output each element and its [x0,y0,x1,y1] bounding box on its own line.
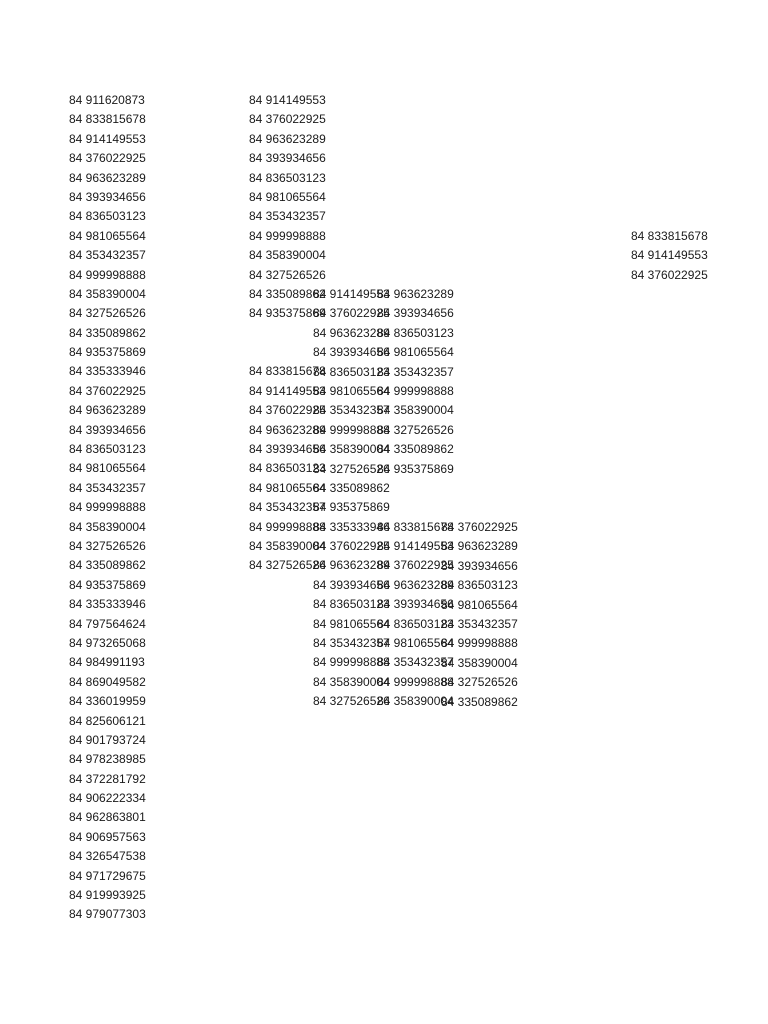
cell[interactable]: 84 935375869 [69,345,146,360]
cell[interactable]: 84 358390004 [69,286,146,301]
cell[interactable]: 84 353432357 [249,209,326,224]
cell[interactable]: 84 914149553 [377,539,454,554]
cell[interactable]: 84 999998888 [313,422,390,437]
cell[interactable]: 84 981065564 [441,597,518,612]
cell[interactable]: 84 914149553 [249,383,326,398]
cell[interactable]: 84 935375869 [377,461,454,476]
cell[interactable]: 84 973265068 [69,635,146,650]
cell[interactable]: 84 911620873 [69,93,145,107]
cell[interactable]: 84 336019959 [69,694,146,709]
cell[interactable]: 84 963623289 [377,287,454,301]
cell[interactable]: 84 836503123 [69,442,146,457]
cell[interactable]: 84 935375869 [313,500,390,515]
cell[interactable]: 84 914149553 [631,248,708,263]
cell[interactable]: 84 981065564 [377,345,454,360]
cell[interactable]: 84 376022925 [631,267,708,282]
cell[interactable]: 84 914149553 [69,131,146,146]
cell[interactable]: 84 372281792 [69,771,146,786]
cell[interactable]: 84 327526526 [377,422,454,437]
cell[interactable]: 84 358390004 [249,248,326,263]
cell[interactable]: 84 981065564 [249,189,326,204]
cell[interactable]: 84 906222334 [69,791,146,806]
cell[interactable]: 84 981065564 [377,636,454,651]
column-f [631,227,708,285]
cell[interactable]: 84 393934656 [69,422,146,437]
cell[interactable]: 84 999998888 [69,267,146,282]
cell[interactable]: 84 906957563 [69,829,146,844]
cell[interactable]: 84 335089862 [313,480,390,495]
cell[interactable]: 84 393934656 [313,345,390,360]
cell[interactable]: 84 999998888 [377,674,454,689]
cell[interactable]: 84 935375869 [249,306,326,321]
cell[interactable]: 84 963623289 [377,577,454,592]
cell[interactable]: 84 353432357 [377,364,454,379]
cell[interactable]: 84 999998888 [441,636,518,651]
cell[interactable]: 84 984991193 [69,655,145,670]
cell[interactable]: 84 836503123 [313,364,390,379]
cell[interactable]: 84 358390004 [377,694,454,709]
cell[interactable]: 84 836503123 [69,209,146,224]
cell[interactable]: 84 833815678 [69,112,146,127]
cell[interactable]: 84 358390004 [377,403,454,418]
cell[interactable]: 84 358390004 [69,519,146,534]
cell[interactable]: 84 353432357 [69,248,146,263]
cell[interactable]: 84 999998888 [313,655,390,670]
cell[interactable]: 84 353432357 [69,480,146,495]
cell[interactable]: 84 358390004 [313,442,390,457]
cell[interactable]: 84 358390004 [313,674,390,689]
cell[interactable] [249,343,313,362]
cell[interactable]: 84 393934656 [249,442,326,457]
cell[interactable]: 84 836503123 [249,170,326,185]
cell[interactable]: 84 393934656 [377,306,454,321]
cell[interactable]: 84 393934656 [377,597,454,612]
cell[interactable]: 84 335333946 [69,597,146,612]
cell[interactable]: 84 836503123 [313,597,390,612]
cell[interactable]: 84 901793724 [69,732,146,747]
cell[interactable]: 84 327526526 [249,558,326,573]
cell[interactable]: 84 393934656 [249,151,326,166]
cell[interactable]: 84 963623289 [69,170,146,185]
cell[interactable]: 84 353432357 [249,500,326,515]
cell[interactable]: 84 833815678 [377,519,454,534]
cell[interactable]: 84 981065564 [249,480,326,495]
cell[interactable]: 84 999998888 [249,519,326,534]
cell[interactable]: 84 353432357 [313,636,390,651]
cell[interactable]: 84 963623289 [313,558,390,573]
cell[interactable]: 84 353432357 [313,403,390,418]
cell[interactable]: 84 914149553 [249,93,326,107]
cell[interactable]: 84 981065564 [69,228,146,243]
cell[interactable]: 84 963623289 [249,422,326,437]
cell[interactable]: 84 376022925 [441,520,518,534]
cell[interactable]: 84 999998888 [69,500,146,515]
column-b [249,91,326,576]
cell[interactable]: 84 914149553 [313,287,390,301]
cell[interactable]: 84 962863801 [69,810,146,825]
cell[interactable]: 84 376022925 [313,306,390,321]
cell[interactable]: 84 327526526 [313,461,390,476]
column-d [377,285,454,712]
column-a [69,91,249,925]
cell[interactable]: 84 376022925 [249,403,326,418]
cell[interactable]: 84 335333946 [313,519,390,534]
column-e [441,518,531,712]
cell[interactable]: 84 376022925 [69,151,146,166]
cell[interactable]: 84 335089862 [249,286,326,301]
cell[interactable]: 84 979077303 [69,907,146,922]
cell[interactable]: 84 981065564 [313,383,390,398]
cell[interactable]: 84 358390004 [441,655,518,670]
cell[interactable]: 84 971729675 [69,868,146,883]
cell[interactable]: 84 335089862 [69,558,146,573]
cell[interactable]: 84 376022925 [249,112,326,127]
cell[interactable]: 84 963623289 [249,131,326,146]
cell[interactable] [377,479,441,498]
cell[interactable] [249,324,313,343]
cell[interactable]: 84 981065564 [69,461,146,476]
cell[interactable]: 84 327526526 [69,306,146,321]
cell[interactable]: 84 327526526 [249,267,326,282]
cell[interactable]: 84 836503123 [377,616,454,631]
cell[interactable]: 84 327526526 [313,694,390,709]
cell[interactable]: 84 376022925 [377,558,454,573]
cell[interactable]: 84 836503123 [377,325,454,340]
cell[interactable]: 84 981065564 [313,616,390,631]
cell[interactable]: 84 335089862 [377,442,454,457]
cell[interactable]: 84 963623289 [69,403,146,418]
cell[interactable]: 84 978238985 [69,752,146,767]
cell[interactable]: 84 836503123 [441,578,518,593]
cell[interactable]: 84 999998888 [249,228,326,243]
cell[interactable]: 84 393934656 [441,558,518,573]
cell[interactable]: 84 335333946 [69,364,146,379]
cell[interactable]: 84 376022925 [313,539,390,554]
cell[interactable]: 84 797564624 [69,616,146,631]
cell[interactable]: 84 393934656 [69,189,146,204]
cell[interactable]: 84 327526526 [441,675,518,690]
cell[interactable]: 84 836503123 [249,461,326,476]
cell[interactable]: 84 833815678 [249,364,326,379]
cell[interactable]: 84 963623289 [441,539,518,554]
cell[interactable]: 84 335089862 [441,694,518,709]
column-c [313,285,390,712]
cell[interactable]: 84 326547538 [69,849,146,864]
cell[interactable]: 84 353432357 [441,616,518,631]
cell[interactable]: 84 833815678 [631,229,708,243]
cell[interactable]: 84 999998888 [377,383,454,398]
cell[interactable]: 84 335089862 [69,325,146,340]
cell[interactable]: 84 935375869 [69,577,146,592]
cell[interactable]: 84 963623289 [313,325,390,340]
cell[interactable]: 84 825606121 [69,713,146,728]
cell[interactable]: 84 869049582 [69,674,146,689]
cell[interactable]: 84 358390004 [249,538,326,553]
cell[interactable]: 84 919993925 [69,888,146,903]
cell[interactable]: 84 327526526 [69,538,146,553]
cell[interactable]: 84 393934656 [313,577,390,592]
cell[interactable] [377,498,441,517]
cell[interactable]: 84 376022925 [69,383,146,398]
cell[interactable]: 84 353432357 [377,655,454,670]
